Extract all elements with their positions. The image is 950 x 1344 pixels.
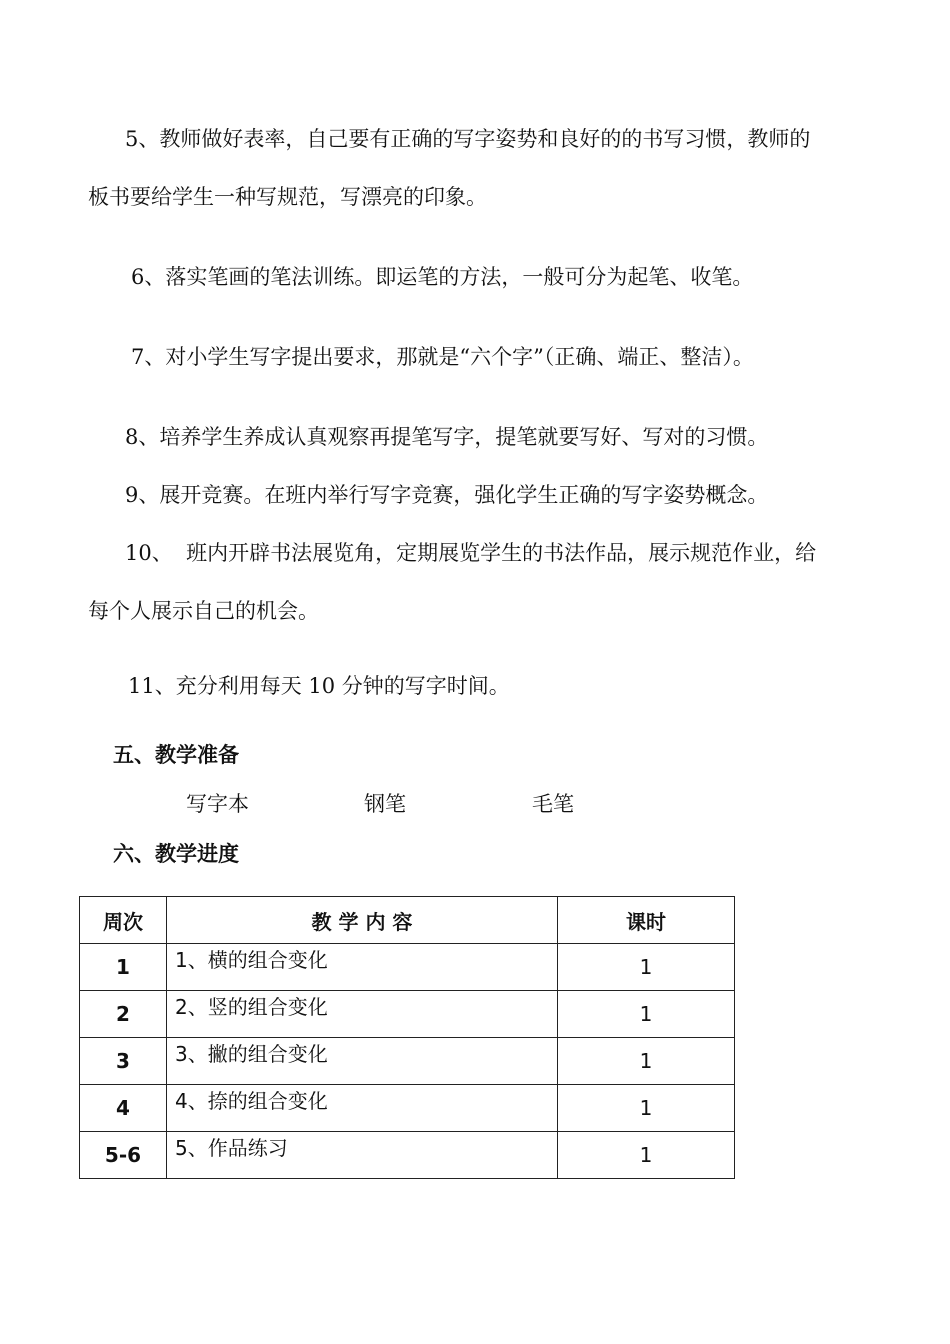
header-hours: 课时 xyxy=(558,897,735,944)
cell-hours: 1 xyxy=(558,991,735,1038)
cell-hours: 1 xyxy=(558,1085,735,1132)
prep-item-brush: 毛笔 xyxy=(532,792,574,816)
table-row xyxy=(80,1038,735,1085)
section-6-heading: 六、教学进度 xyxy=(113,842,239,866)
cell-content: 4、捺的组合变化 xyxy=(167,1085,558,1132)
prep-item-pen: 钢笔 xyxy=(364,792,406,816)
paragraph-5-line-2: 板书要给学生一种写规范，写漂亮的印象。 xyxy=(88,185,487,209)
table-row xyxy=(80,944,735,991)
paragraph-6: 6、落实笔画的笔法训练。即运笔的方法，一般可分为起笔、收笔。 xyxy=(131,265,754,289)
table-row xyxy=(80,991,735,1038)
cell-week: 3 xyxy=(80,1038,167,1085)
paragraph-11: 11、充分利用每天 10 分钟的写字时间。 xyxy=(128,674,510,698)
paragraph-8: 8、培养学生养成认真观察再提笔写字，提笔就要写好、写对的习惯。 xyxy=(125,425,769,449)
table-row xyxy=(80,1085,735,1132)
schedule-table xyxy=(79,896,735,1179)
prep-item-notebook: 写字本 xyxy=(186,792,249,816)
table-row xyxy=(80,1132,735,1179)
cell-hours: 1 xyxy=(558,1038,735,1085)
header-content: 教 学 内 容 xyxy=(167,897,558,944)
paragraph-10-line-1: 10、 班内开辟书法展览角，定期展览学生的书法作品，展示规范作业，给 xyxy=(125,541,817,565)
cell-content: 1、横的组合变化 xyxy=(167,944,558,991)
paragraph-9: 9、展开竞赛。在班内举行写字竞赛，强化学生正确的写字姿势概念。 xyxy=(125,483,769,507)
cell-hours: 1 xyxy=(558,944,735,991)
cell-week: 4 xyxy=(80,1085,167,1132)
cell-hours: 1 xyxy=(558,1132,735,1179)
cell-content: 2、竖的组合变化 xyxy=(167,991,558,1038)
cell-week: 1 xyxy=(80,944,167,991)
section-5-heading: 五、教学准备 xyxy=(113,743,239,767)
cell-content: 3、撇的组合变化 xyxy=(167,1038,558,1085)
paragraph-7: 7、对小学生写字提出要求，那就是“六个字”（正确、端正、整洁）。 xyxy=(131,345,754,369)
paragraph-10-line-2: 每个人展示自己的机会。 xyxy=(88,599,319,623)
cell-week: 5-6 xyxy=(80,1132,167,1179)
paragraph-5-line-1: 5、教师做好表率，自己要有正确的写字姿势和良好的的书写习惯，教师的 xyxy=(125,127,811,151)
table-header-row xyxy=(80,897,735,944)
header-week: 周次 xyxy=(80,897,167,944)
cell-content: 5、作品练习 xyxy=(167,1132,558,1179)
cell-week: 2 xyxy=(80,991,167,1038)
